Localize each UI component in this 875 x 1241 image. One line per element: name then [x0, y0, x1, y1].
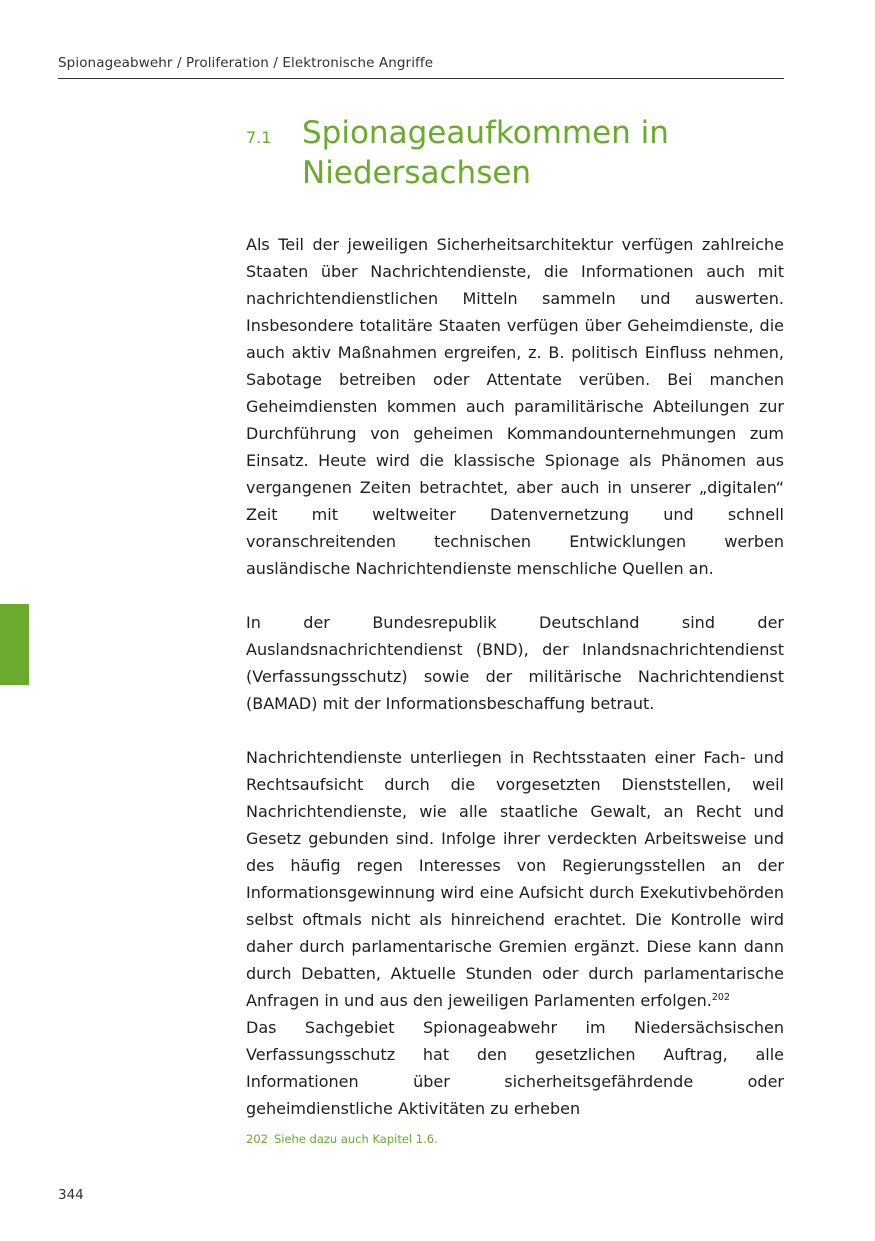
paragraph-oversight: [246, 744, 784, 1014]
paragraph-counterintelligence-text: Das Sachgebiet Spionageabwehr im Niedersächsischen Verfassungsschutz hat den gesetzlichen Auftrag, alle Informationen über sicherheitsgefährdende oder geheimdienstliche Aktivitäten zu erheben: [246, 1018, 784, 1118]
page-number: 344: [58, 1187, 84, 1203]
running-header: Spionageabwehr / Proliferation / Elektronische Angriffe: [58, 55, 434, 71]
footnote-reference[interactable]: 202: [711, 992, 731, 1003]
section-title: Spionageaufkommen in Niedersachsen: [302, 115, 669, 191]
chapter-side-tab: [0, 604, 29, 685]
header-rule: [58, 78, 784, 79]
footnote-text: Siehe dazu auch Kapitel 1.6.: [273, 1132, 438, 1146]
section-number: 7.1: [246, 128, 272, 147]
paragraph-counterintelligence: [246, 1014, 784, 1118]
paragraph-services-text: In der Bundesrepublik Deutschland sind der Auslandsnachrichtendienst (BND), der Inlandsnachrichtendienst (Verfassungsschutz) sowie der militärische Nachrichtendienst (BAMAD) mit der Informationsbeschaffung betraut.: [246, 613, 784, 713]
paragraph-intro-text: Als Teil der jeweiligen Sicherheitsarchitektur verfügen zahlreiche Staaten über Nachrichtendienste, die Informationen auch mit nachrichtendienstlichen Mitteln sammeln und auswerten. Insbesondere totalitäre Staaten verfügen über Geheimdienste, die auch aktiv Maßnahmen ergreifen, z. B. politisch Einfluss nehmen, Sabotage betreiben oder Attentate verüben. Bei manchen Geheimdiensten kommen auch paramilitärische Abteilungen zur Durchführung von geheimen Kommandounternehmungen zum Einsatz. Heute wird die klassische Spionage als Phänomen aus vergangenen Zeiten betrachtet, aber auch in unserer „digitalen“ Zeit mit weltweiter Datenvernetzung und schnell voranschreitenden technischen Entwicklungen werben ausländische Nachrichtendienste menschliche Quellen an.: [246, 235, 784, 578]
body-text: [246, 231, 784, 1118]
paragraph-oversight-text: Nachrichtendienste unterliegen in Rechtsstaaten einer Fach- und Rechtsaufsicht durch die vorgesetzten Dienststellen, weil Nachrichtendienste, wie alle staatliche Gewalt, an Recht und Gesetz gebunden sind. Infolge ihrer verdeckten Arbeitsweise und des häufig regen Interesses von Regierungsstellen an der Informationsgewinnung wird eine Aufsicht durch Exekutivbehörden selbst oftmals nicht als hinreichend erachtet. Die Kontrolle wird daher durch parlamentarische Gremien ergänzt. Diese kann dann durch Debatten, Aktuelle Stunden oder durch parlamentarische Anfragen in und aus den jeweiligen Parlamenten erfolgen.: [246, 748, 784, 1010]
paragraph-services: [246, 609, 784, 717]
footnote-number: 202: [246, 1132, 268, 1146]
paragraph-intro: [246, 231, 784, 582]
footnote: [246, 1132, 438, 1146]
